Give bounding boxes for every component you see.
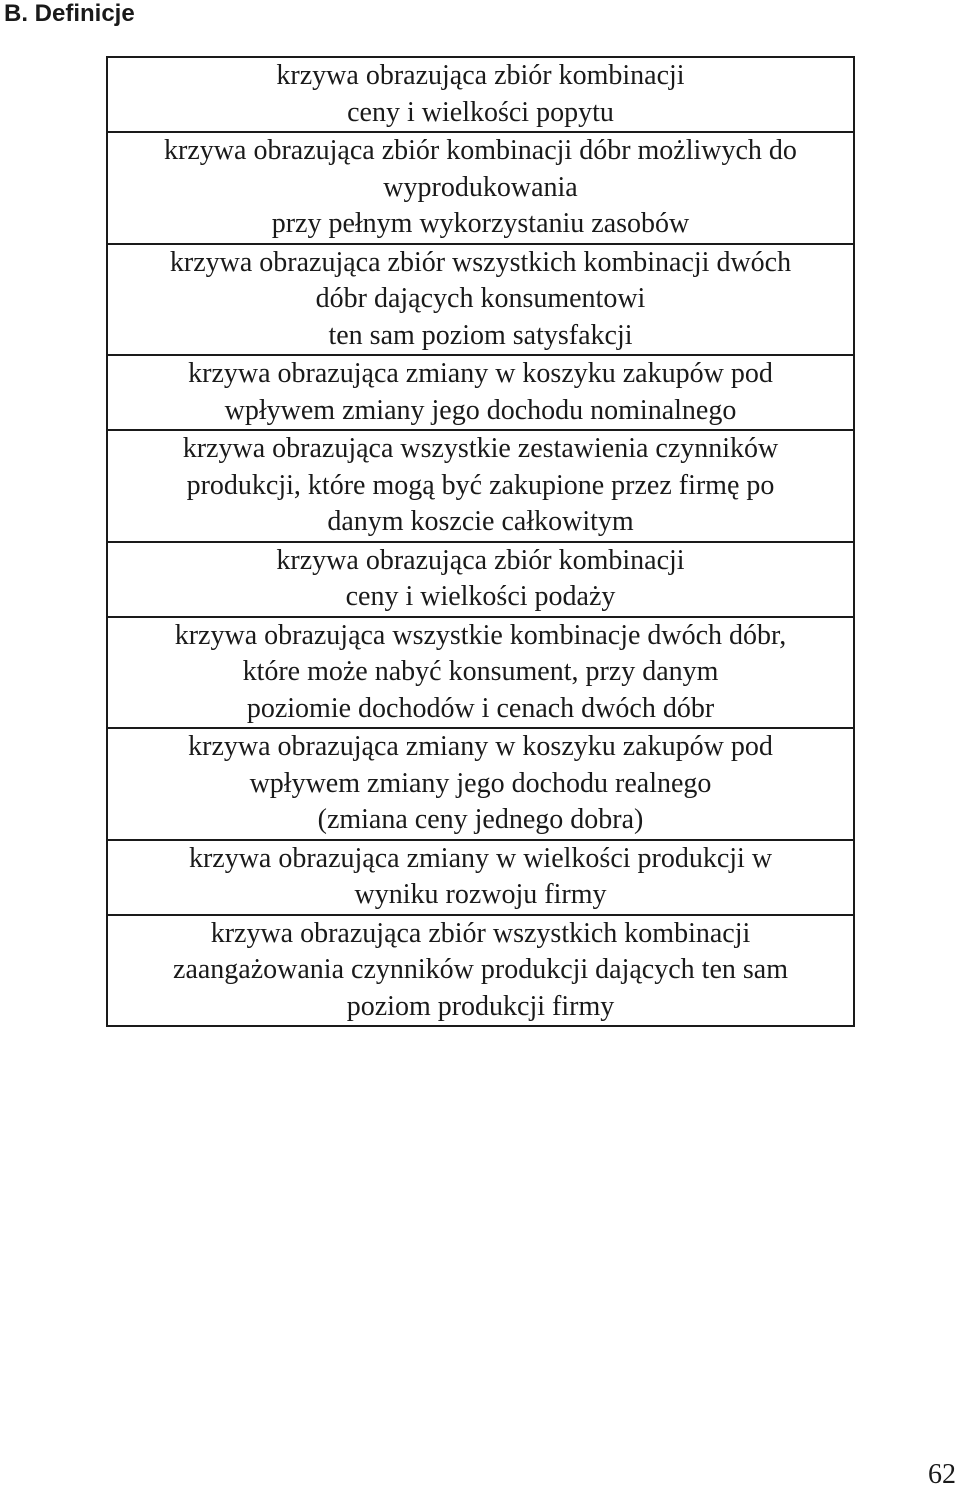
definition-row <box>107 617 854 729</box>
definition-line: poziom produkcji firmy <box>346 990 615 1022</box>
definition-row <box>107 132 854 244</box>
definition-row <box>107 355 854 430</box>
definition-row <box>107 840 854 915</box>
definition-line: krzywa obrazująca zbiór kombinacji dóbr możliwych do <box>164 135 797 166</box>
definition-line: ceny i wielkości podaży <box>345 581 616 612</box>
definition-cell <box>107 57 854 132</box>
definition-line: krzywa obrazująca zmiany w koszyku zakupów pod <box>188 358 773 389</box>
definition-line: wpływem zmiany jego dochodu nominalnego <box>224 394 737 426</box>
definition-line: krzywa obrazująca wszystkie zestawienia czynników <box>182 433 779 464</box>
definition-cell <box>107 728 854 840</box>
definition-line: krzywa obrazująca zbiór wszystkich kombinacji dwóch <box>169 246 792 278</box>
definitions-table <box>106 56 855 1027</box>
definition-cell <box>107 840 854 915</box>
definition-line: krzywa obrazująca zbiór kombinacji <box>276 544 685 576</box>
definition-cell <box>107 542 854 617</box>
definition-line: produkcji, które mogą być zakupione przez firmę po <box>186 469 775 501</box>
definition-line: krzywa obrazująca zmiany w koszyku zakupów pod <box>188 731 773 762</box>
definition-cell <box>107 915 854 1027</box>
definition-line: ceny i wielkości popytu <box>347 96 614 128</box>
definition-row <box>107 728 854 840</box>
section-heading: B. Definicje <box>4 0 135 27</box>
page-number: 62 <box>928 1459 956 1490</box>
definition-line: wyprodukowania <box>383 171 578 203</box>
definition-line: wpływem zmiany jego dochodu realnego <box>249 767 712 799</box>
definition-line: (zmiana ceny jednego dobra) <box>317 804 644 835</box>
definition-line: zaangażowania czynników produkcji dających ten sam <box>173 954 788 985</box>
definition-line: dóbr dających konsumentowi <box>315 283 646 314</box>
definition-line: krzywa obrazująca zbiór kombinacji <box>276 60 685 91</box>
definition-cell <box>107 244 854 356</box>
definition-line: krzywa obrazująca zbiór wszystkich kombinacji <box>210 917 751 949</box>
definition-line: krzywa obrazująca zmiany w wielkości produkcji w <box>188 842 773 874</box>
definition-row <box>107 542 854 617</box>
definition-cell <box>107 355 854 430</box>
definition-row <box>107 915 854 1027</box>
definition-row <box>107 57 854 132</box>
definition-line: przy pełnym wykorzystaniu zasobów <box>271 208 690 239</box>
definition-line: krzywa obrazująca wszystkie kombinacje dwóch dóbr, <box>174 619 787 651</box>
definition-line: danym koszcie całkowitym <box>327 506 634 537</box>
definition-line: wyniku rozwoju firmy <box>354 879 607 910</box>
definition-cell <box>107 617 854 729</box>
definition-line: które może nabyć konsument, przy danym <box>242 656 719 687</box>
definition-row <box>107 244 854 356</box>
definition-cell <box>107 132 854 244</box>
definition-line: ten sam poziom satysfakcji <box>328 319 633 351</box>
definition-row <box>107 430 854 542</box>
definition-line: poziomie dochodów i cenach dwóch dóbr <box>246 692 715 724</box>
definition-cell <box>107 430 854 542</box>
